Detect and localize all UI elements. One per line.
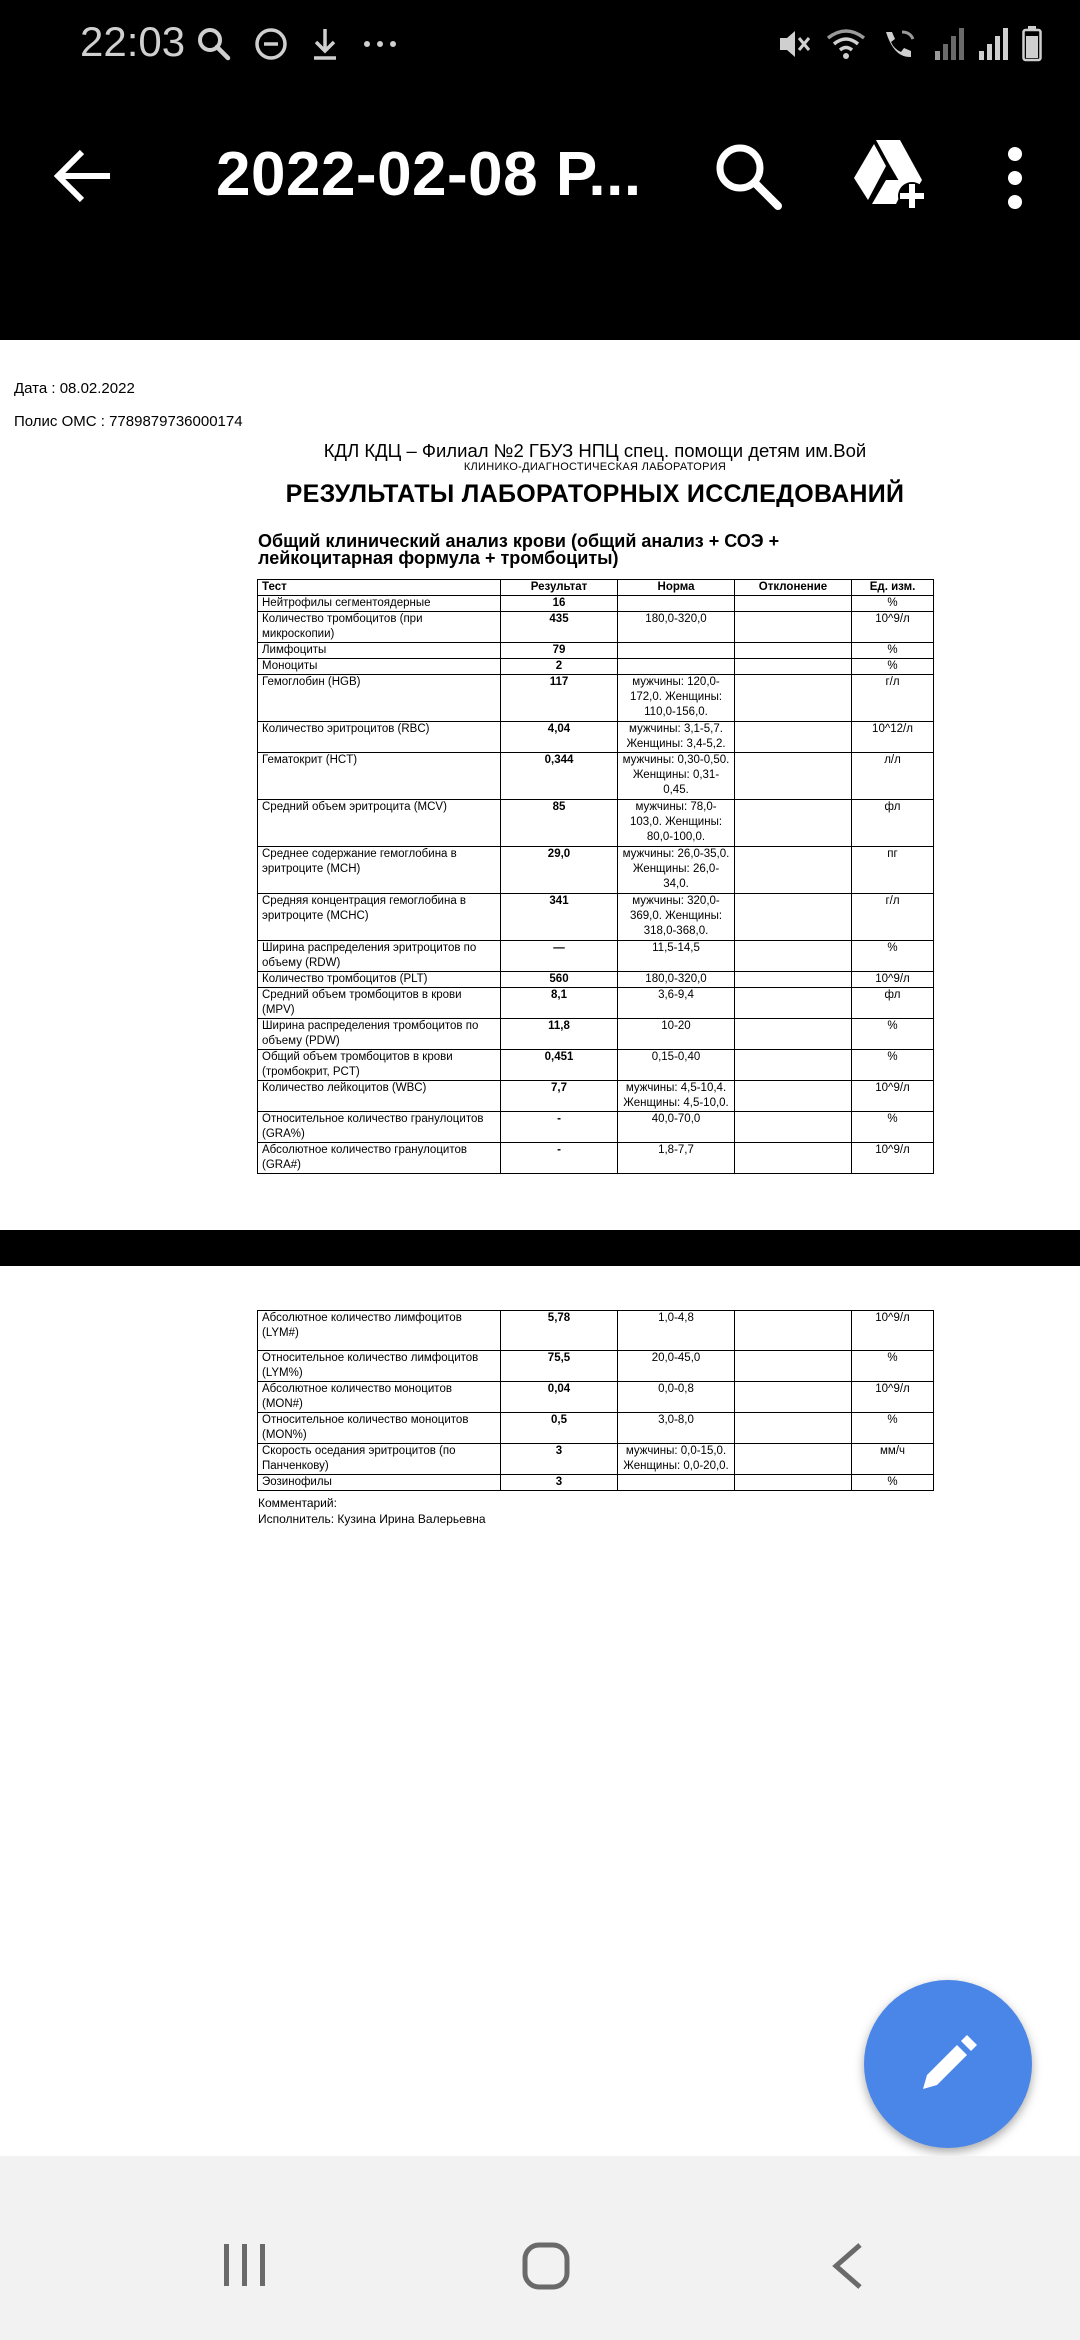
- test-unit: %: [852, 1351, 934, 1382]
- test-result: 75,5: [501, 1351, 618, 1382]
- table-header-row: [258, 580, 934, 596]
- test-norm: 3,6-9,4: [618, 988, 735, 1019]
- test-norm: 180,0-320,0: [618, 612, 735, 643]
- test-unit: 10^9/л: [852, 1143, 934, 1174]
- comment-label: Комментарий:: [258, 1496, 337, 1510]
- recents-button[interactable]: [222, 2242, 268, 2293]
- test-name: Ширина распределения тромбоцитов по объему (PDW): [258, 1019, 501, 1050]
- test-deviation: [735, 596, 852, 612]
- table-row: [258, 941, 934, 972]
- test-unit: фл: [852, 988, 934, 1019]
- test-result: 3: [501, 1475, 618, 1491]
- test-name: Моноциты: [258, 659, 501, 675]
- test-norm: 1,8-7,7: [618, 1143, 735, 1174]
- test-unit: 10^9/л: [852, 1382, 934, 1413]
- test-unit: г/л: [852, 894, 934, 941]
- test-norm: 20,0-45,0: [618, 1351, 735, 1382]
- edit-pencil-icon: [917, 2033, 979, 2095]
- analysis-title-line-2: лейкоцитарная формула + тромбоциты): [258, 548, 619, 568]
- test-result: 79: [501, 643, 618, 659]
- test-unit: 10^9/л: [852, 1311, 934, 1351]
- download-icon: [310, 26, 340, 62]
- test-deviation: [735, 1050, 852, 1081]
- search-notification-icon: [196, 26, 232, 62]
- table-row: [258, 612, 934, 643]
- test-result: 16: [501, 596, 618, 612]
- test-unit: фл: [852, 800, 934, 847]
- test-deviation: [735, 612, 852, 643]
- test-name: Среднее содержание гемоглобина в эритроците (MCH): [258, 847, 501, 894]
- test-result: 4,04: [501, 722, 618, 753]
- test-name: Лимфоциты: [258, 643, 501, 659]
- header-result: Результат: [501, 580, 618, 596]
- table-row: [258, 722, 934, 753]
- signal-icon-1: [934, 27, 964, 61]
- test-norm: [618, 659, 735, 675]
- test-unit: 10^12/л: [852, 722, 934, 753]
- test-name: Количество тромбоцитов (PLT): [258, 972, 501, 988]
- more-notifications-icon: [362, 39, 398, 49]
- app-bar: [0, 90, 1080, 340]
- test-deviation: [735, 1351, 852, 1382]
- status-bar: [0, 0, 1080, 90]
- test-deviation: [735, 659, 852, 675]
- test-unit: 10^9/л: [852, 1081, 934, 1112]
- test-unit: %: [852, 1475, 934, 1491]
- test-name: Относительное количество моноцитов (MON%): [258, 1413, 501, 1444]
- test-name: Ширина распределения эритроцитов по объему (RDW): [258, 941, 501, 972]
- edit-fab[interactable]: [864, 1980, 1032, 2148]
- more-options-button[interactable]: [990, 138, 1040, 218]
- test-result: 85: [501, 800, 618, 847]
- test-deviation: [735, 1413, 852, 1444]
- nav-back-button[interactable]: [830, 2242, 866, 2295]
- table-row: [258, 1081, 934, 1112]
- add-to-drive-icon: [850, 134, 930, 214]
- table-row: [258, 659, 934, 675]
- test-unit: %: [852, 1050, 934, 1081]
- arrow-back-icon: [48, 140, 120, 212]
- test-deviation: [735, 800, 852, 847]
- table-row: [258, 1413, 934, 1444]
- test-norm: [618, 596, 735, 612]
- performer-label: Исполнитель: Кузина Ирина Валерьевна: [258, 1512, 486, 1526]
- test-name: Количество лейкоцитов (WBC): [258, 1081, 501, 1112]
- lab-name: КДЛ КДЦ – Филиал №2 ГБУЗ НПЦ спец. помощи детям им.Вой: [323, 440, 867, 461]
- test-name: Скорость оседания эритроцитов (по Панченкову): [258, 1444, 501, 1475]
- table-row: [258, 753, 934, 800]
- test-result: 2: [501, 659, 618, 675]
- test-deviation: [735, 1019, 852, 1050]
- test-norm: 40,0-70,0: [618, 1112, 735, 1143]
- test-unit: г/л: [852, 675, 934, 722]
- mute-icon: [776, 26, 812, 62]
- analysis-title-line-1: Общий клинический анализ крови (общий анализ + СОЭ +: [258, 531, 780, 551]
- test-result: 11,8: [501, 1019, 618, 1050]
- document-title: 2022-02-08 Р...: [216, 140, 642, 209]
- test-deviation: [735, 753, 852, 800]
- analysis-title: [258, 533, 918, 567]
- system-navigation-bar: [0, 2156, 1080, 2340]
- test-result: 0,451: [501, 1050, 618, 1081]
- results-table-continued: [257, 1310, 934, 1491]
- test-name: Средний объем эритроцита (MCV): [258, 800, 501, 847]
- test-deviation: [735, 847, 852, 894]
- status-time: 22:03: [80, 18, 186, 65]
- test-result: 341: [501, 894, 618, 941]
- test-unit: мм/ч: [852, 1444, 934, 1475]
- test-result: 0,04: [501, 1382, 618, 1413]
- test-name: Гематокрит (HCT): [258, 753, 501, 800]
- header-deviation: Отклонение: [735, 580, 852, 596]
- test-name: Количество тромбоцитов (при микроскопии): [258, 612, 501, 643]
- test-deviation: [735, 643, 852, 659]
- test-unit: %: [852, 596, 934, 612]
- table-row: [258, 972, 934, 988]
- pdf-page-1[interactable]: [0, 340, 1080, 1230]
- test-norm: мужчины: 78,0-103,0. Женщины: 80,0-100,0.: [618, 800, 735, 847]
- test-unit: 10^9/л: [852, 972, 934, 988]
- table-row: [258, 1351, 934, 1382]
- test-result: -: [501, 1143, 618, 1174]
- table-row: [258, 800, 934, 847]
- test-unit: %: [852, 1112, 934, 1143]
- test-result: 117: [501, 675, 618, 722]
- test-unit: 10^9/л: [852, 612, 934, 643]
- test-unit: пг: [852, 847, 934, 894]
- table-row: [258, 1143, 934, 1174]
- test-deviation: [735, 988, 852, 1019]
- test-unit: %: [852, 643, 934, 659]
- test-norm: мужчины: 26,0-35,0. Женщины: 26,0-34,0.: [618, 847, 735, 894]
- lab-subtitle: КЛИНИКО-ДИАГНОСТИЧЕСКАЯ ЛАБОРАТОРИЯ: [463, 461, 727, 473]
- report-date: Дата : 08.02.2022: [14, 380, 135, 397]
- test-norm: 1,0-4,8: [618, 1311, 735, 1351]
- test-result: 29,0: [501, 847, 618, 894]
- test-deviation: [735, 1444, 852, 1475]
- test-norm: мужчины: 3,1-5,7. Женщины: 3,4-5,2.: [618, 722, 735, 753]
- test-norm: мужчины: 0,0-15,0. Женщины: 0,0-20,0.: [618, 1444, 735, 1475]
- test-name: Гемоглобин (HGB): [258, 675, 501, 722]
- back-button[interactable]: [48, 140, 120, 212]
- test-norm: 0,0-0,8: [618, 1382, 735, 1413]
- report-title: РЕЗУЛЬТАТЫ ЛАБОРАТОРНЫХ ИССЛЕДОВАНИЙ: [285, 480, 905, 508]
- header-norm: Норма: [618, 580, 735, 596]
- test-result: 8,1: [501, 988, 618, 1019]
- test-norm: [618, 1475, 735, 1491]
- test-deviation: [735, 972, 852, 988]
- table-row: [258, 1019, 934, 1050]
- table-row: [258, 894, 934, 941]
- recents-icon: [222, 2242, 268, 2288]
- test-unit: %: [852, 1019, 934, 1050]
- table-row: [258, 675, 934, 722]
- test-result: 0,344: [501, 753, 618, 800]
- test-name: Абсолютное количество моноцитов (MON#): [258, 1382, 501, 1413]
- test-name: Абсолютное количество лимфоцитов (LYM#): [258, 1311, 501, 1351]
- table-row: [258, 1444, 934, 1475]
- test-name: Общий объем тромбоцитов в крови (тромбокрит, PCT): [258, 1050, 501, 1081]
- nav-back-icon: [830, 2242, 866, 2290]
- test-result: 560: [501, 972, 618, 988]
- test-norm: 11,5-14,5: [618, 941, 735, 972]
- test-deviation: [735, 1112, 852, 1143]
- test-deviation: [735, 675, 852, 722]
- test-result: -: [501, 1112, 618, 1143]
- test-unit: %: [852, 659, 934, 675]
- test-result: 435: [501, 612, 618, 643]
- test-norm: 180,0-320,0: [618, 972, 735, 988]
- table-row: [258, 596, 934, 612]
- search-icon: [710, 138, 786, 214]
- table-row: [258, 847, 934, 894]
- test-result: 3: [501, 1444, 618, 1475]
- test-name: Средняя концентрация гемоглобина в эритроците (MCHC): [258, 894, 501, 941]
- test-result: 5,78: [501, 1311, 618, 1351]
- table-row: [258, 1050, 934, 1081]
- test-norm: 10-20: [618, 1019, 735, 1050]
- test-unit: %: [852, 941, 934, 972]
- oms-policy: Полис ОМС : 7789879736000174: [14, 413, 243, 430]
- test-name: Относительное количество гранулоцитов (GRA%): [258, 1112, 501, 1143]
- test-norm: мужчины: 0,30-0,50. Женщины: 0,31-0,45.: [618, 753, 735, 800]
- table-row: [258, 1112, 934, 1143]
- test-norm: 3,0-8,0: [618, 1413, 735, 1444]
- header-test: Тест: [258, 580, 501, 596]
- signal-icon-2: [978, 27, 1008, 61]
- add-to-drive-button[interactable]: [850, 134, 930, 214]
- test-deviation: [735, 1081, 852, 1112]
- test-name: Эозинофилы: [258, 1475, 501, 1491]
- wifi-icon: [826, 26, 866, 62]
- test-deviation: [735, 1311, 852, 1351]
- results-table: [257, 579, 934, 1174]
- more-vert-icon: [990, 138, 1040, 218]
- header-unit: Ед. изм.: [852, 580, 934, 596]
- test-deviation: [735, 722, 852, 753]
- test-norm: мужчины: 320,0-369,0. Женщины: 318,0-368,0.: [618, 894, 735, 941]
- test-deviation: [735, 1382, 852, 1413]
- table-row: [258, 1311, 934, 1351]
- test-name: Количество эритроцитов (RBC): [258, 722, 501, 753]
- test-norm: мужчины: 120,0-172,0. Женщины: 110,0-156,0.: [618, 675, 735, 722]
- test-unit: л/л: [852, 753, 934, 800]
- test-result: 7,7: [501, 1081, 618, 1112]
- test-deviation: [735, 1143, 852, 1174]
- table-row: [258, 1382, 934, 1413]
- test-norm: мужчины: 4,5-10,4. Женщины: 4,5-10,0.: [618, 1081, 735, 1112]
- table-row: [258, 643, 934, 659]
- battery-icon: [1022, 26, 1042, 62]
- home-icon: [522, 2242, 570, 2290]
- do-not-disturb-icon: [254, 27, 288, 61]
- test-deviation: [735, 894, 852, 941]
- test-name: Средний объем тромбоцитов в крови (MPV): [258, 988, 501, 1019]
- test-name: Относительное количество лимфоцитов (LYM%): [258, 1351, 501, 1382]
- table-row: [258, 1475, 934, 1491]
- test-norm: 0,15-0,40: [618, 1050, 735, 1081]
- test-deviation: [735, 941, 852, 972]
- test-name: Абсолютное количество гранулоцитов (GRA#): [258, 1143, 501, 1174]
- test-name: Нейтрофилы сегментоядерные: [258, 596, 501, 612]
- test-result: —: [501, 941, 618, 972]
- table-row: [258, 988, 934, 1019]
- test-result: 0,5: [501, 1413, 618, 1444]
- test-unit: %: [852, 1413, 934, 1444]
- home-button[interactable]: [522, 2242, 570, 2295]
- wifi-calling-icon: [880, 26, 920, 62]
- search-button[interactable]: [710, 138, 786, 214]
- test-deviation: [735, 1475, 852, 1491]
- test-norm: [618, 643, 735, 659]
